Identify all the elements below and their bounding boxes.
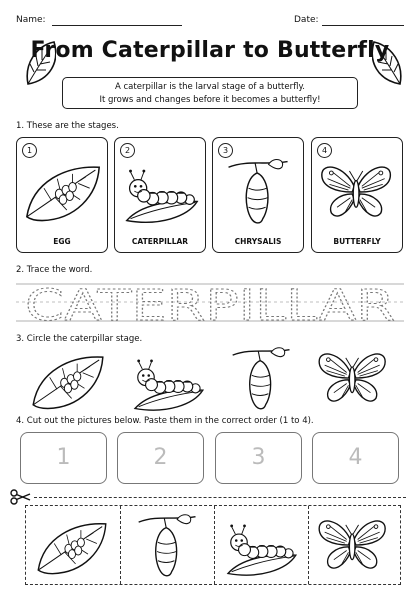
section-3-heading: 3. Circle the caterpillar stage. — [16, 334, 143, 344]
stage-number: 4 — [317, 143, 332, 158]
chrysalis-icon[interactable] — [128, 513, 208, 579]
cut-line — [34, 497, 406, 498]
trace-word: CATERPILLAR — [25, 281, 395, 325]
section-2-heading: 2. Trace the word. — [16, 265, 93, 275]
egg-icon[interactable] — [32, 515, 112, 579]
stage-label: CHRYSALIS — [234, 237, 282, 246]
date-field[interactable] — [322, 25, 404, 26]
caterpillar-icon[interactable] — [221, 513, 301, 579]
egg-icon — [23, 156, 103, 228]
intro-box — [62, 77, 358, 109]
stage-number: 1 — [22, 143, 37, 158]
stage-card-chrysalis — [212, 137, 304, 253]
stage-label: EGG — [53, 237, 71, 246]
stage-label: BUTTERFLY — [333, 237, 381, 246]
egg-icon[interactable] — [28, 348, 108, 414]
date-label: Date: — [294, 15, 319, 25]
paste-box-4[interactable]: 4 — [312, 432, 399, 484]
stage-label: CATERPILLAR — [131, 237, 189, 246]
intro-line-2: It grows and changes before it becomes a butterfly! — [99, 95, 321, 105]
name-field[interactable] — [52, 25, 182, 26]
cut-divider — [308, 506, 309, 584]
butterfly-icon[interactable] — [314, 345, 394, 411]
paste-box-2[interactable]: 2 — [117, 432, 204, 484]
stage-number: 3 — [218, 143, 233, 158]
stage-card-butterfly — [311, 137, 403, 253]
paste-box-1[interactable]: 1 — [20, 432, 107, 484]
name-label: Name: — [16, 15, 46, 25]
scissors-icon — [10, 489, 32, 505]
caterpillar-icon — [121, 156, 201, 228]
stage-card-egg — [16, 137, 108, 253]
butterfly-icon[interactable] — [314, 512, 394, 578]
intro-line-1: A caterpillar is the larval stage of a butterfly. — [114, 82, 305, 92]
section-4-heading: 4. Cut out the pictures below. Paste them in the correct order (1 to 4). — [16, 416, 314, 426]
chrysalis-icon — [219, 156, 299, 228]
caterpillar-icon[interactable] — [128, 348, 208, 414]
stage-card-caterpillar — [114, 137, 206, 253]
stage-number: 2 — [120, 143, 135, 158]
chrysalis-icon[interactable] — [222, 346, 302, 412]
section-1-heading: 1. These are the stages. — [16, 121, 119, 131]
butterfly-icon — [318, 156, 398, 228]
cut-divider — [214, 506, 215, 584]
trace-word-area[interactable] — [16, 280, 404, 325]
paste-box-3[interactable]: 3 — [215, 432, 302, 484]
cut-divider — [120, 506, 121, 584]
page-title: From Caterpillar to Butterfly — [30, 38, 390, 63]
